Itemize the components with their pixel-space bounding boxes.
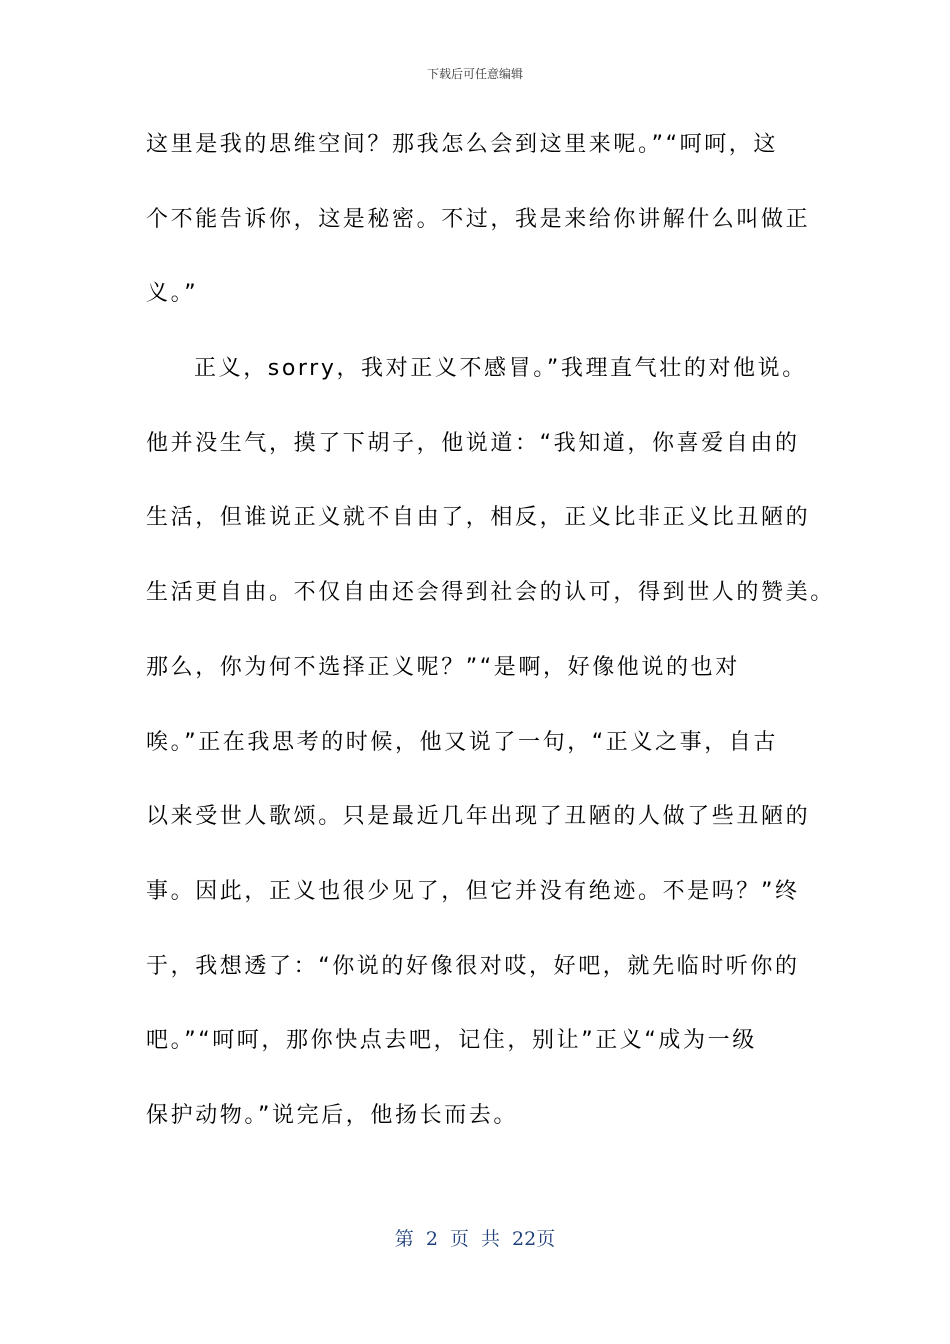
text-line: 生活，但谁说正义就不自由了，相反，正义比非正义比丑陋的 <box>146 505 811 531</box>
page-header: 下载后可任意编辑 <box>426 67 523 81</box>
text-line: 那么，你为何不选择正义呢？”“是啊，好像他说的也对 <box>146 654 740 680</box>
text-line: 这里是我的思维空间？那我怎么会到这里来呢。”“呵呵，这 <box>146 132 778 157</box>
text-line: 以来受世人歌颂。只是最近几年出现了丑陋的人做了些丑陋的 <box>146 804 811 830</box>
text-line: 保护动物。”说完后，他扬长而去。 <box>146 1102 518 1128</box>
text-line: 于，我想透了：“你说的好像很对哎，好吧，就先临时听你的 <box>146 953 800 979</box>
page-number-footer: 第 2 页 共 22页 <box>394 1228 556 1250</box>
text-line: 义。” <box>146 281 199 307</box>
document-body <box>146 108 835 1154</box>
text-line: 生活更自由。不仅自由还会得到社会的认可，得到世人的赞美。 <box>146 580 835 606</box>
text-line: 正义，sorry，我对正义不感冒。”我理直气壮的对他说。 <box>194 356 807 382</box>
text-line: 个不能告诉你，这是秘密。不过，我是来给你讲解什么叫做正 <box>146 206 811 232</box>
text-line: 吧。”“呵呵，那你快点去吧，记住，别让”正义“成为一级 <box>146 1028 757 1054</box>
text-line: 事。因此，正义也很少见了，但它并没有绝迹。不是吗？”终 <box>146 878 800 904</box>
text-line: 他并没生气，摸了下胡子，他说道：“我知道，你喜爱自由的 <box>146 430 800 456</box>
text-line: 唉。”正在我思考的时候，他又说了一句，“正义之事，自古 <box>146 729 778 755</box>
